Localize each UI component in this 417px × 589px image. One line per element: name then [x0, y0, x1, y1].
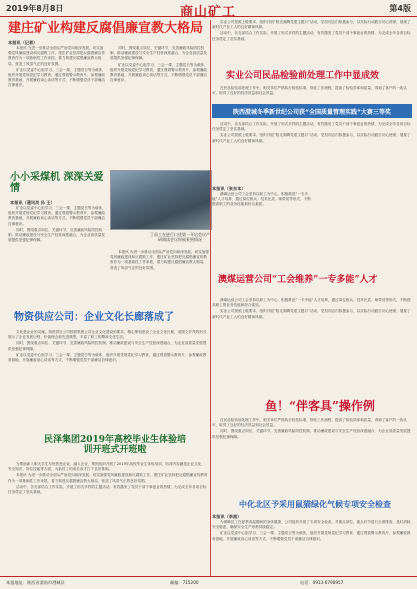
article-xiaoxiao: [8, 206, 108, 306]
paragraph: 本报讯 为进一步推动全面从严治党向纵深发展，切实加强党风廉政建设和反腐败工作，建庄矿业坚持把反腐倡廉宣传教育作为一项基础性工作来抓，着力构建反腐倡廉宣教大格局，营造了风清气正的良好氛围。: [8, 473, 208, 483]
paragraph: 活动中，各支部结合工作实际，开展了形式多样的主题活动，有效激发了党员干部干事创业的热情，为完成全年各项目标任务奠定了坚实基础。: [212, 122, 411, 132]
paragraph: 在民品检验前处理工作中，相关单位严格执行检验标准，细化工作流程，提高了检验效率和质量，得到了客户的一致认可，取得了良好的经济效益和社会效益。: [212, 86, 407, 96]
article-main-col2: [110, 46, 208, 116]
byline-4: 本报讯（李黑）: [212, 514, 242, 519]
issue-date: 2019年8月8日: [6, 4, 64, 13]
footer-postcode: 邮编：715200: [170, 580, 199, 585]
paragraph: 矿业以党委中心组学习、三会一课、主题党日等为载体，组织开展党规党纪学习教育，通过观看警示教育片、参观廉政教育基地、开展廉政谈心谈话等方式，不断增强党员干部廉洁自律意识。: [8, 67, 106, 88]
paragraph: 同时，围绕重点岗位、关键环节，完善廉政风险防控机制，推动廉政建设与安全生产经营深度融合，为企业高质量发展提供坚强纪律保障。: [212, 429, 411, 439]
paragraph: 在民品检验前处理工作中，相关单位严格执行检验标准，细化工作流程，提高了检验效率和质量，得到了客户的一致认可，取得了良好的经济效益和社会效益。: [212, 418, 407, 428]
article-main-col1: [8, 46, 106, 166]
newspaper-title: 商山矿工: [180, 5, 237, 20]
footer: [0, 576, 417, 589]
byline-3: 本报讯（张东本）: [212, 186, 246, 191]
news-photo: [110, 170, 212, 230]
headline-xiaoxiao: 小小采煤机 深深关爱情: [10, 172, 104, 194]
article-safety: [212, 86, 412, 102]
paragraph: 本报讯 为进一步推动全面从严治党向纵深发展，切实加强党风廉政建设和反腐败工作，建庄矿业坚持把反腐倡廉宣传教育作为一项基础性工作来抓，着力构建反腐倡廉宣教大格局，营造了风清气正的良好氛围。: [110, 250, 209, 270]
paragraph: 澳煤运营公司工会坚持以职工为中心，积极推进“一专多能”人才培养，通过岗位练兵、技术比武、师带徒等形式，不断提高职工的业务技能和综合素质。: [212, 192, 311, 207]
masthead: [0, 0, 417, 20]
paragraph: 同时，围绕重点岗位、关键环节，完善廉政风险防控机制，推动廉政建设与安全生产经营深度融合，为企业高质量发展提供坚强纪律保障。: [110, 46, 208, 61]
paragraph: 文化是企业的灵魂。物资供应公司按照集团公司企业文化建设的要求，精心策划建设了企业文化长廊，用图文并茂的形式展示了企业发展历程、价值理念和先进典型，丰富了职工的精神文化生活。: [8, 330, 207, 340]
paragraph: 澳煤运营公司工会坚持以职工为中心，积极推进“一专多能”人才培养，通过岗位练兵、技术比武、师带徒等形式，不断提高职工的业务技能和综合素质。: [212, 298, 411, 308]
paragraph: 实业公司按照上级要求，组织开展“阳光沸腾党建主题月”活动，党员同志们积极参与，以实际行动践行初心使命，展现了新时代产业工人的良好精神风貌。: [212, 133, 411, 143]
paragraph: 矿业以党委中心组学习、三会一课、主题党日等为载体，组织开展党规党纪学习教育，通过观看警示教育片、参观廉政教育基地、开展廉政谈心谈话等方式，不断增强党员干部廉洁自律意识。: [212, 531, 411, 541]
headline-wuzi: 物资供应公司：企业文化长廊落成了: [14, 312, 174, 323]
article-xiaozhan: [212, 298, 412, 394]
headline-zhongmei: 中化北区予采用鼠猫绿化气候专项安全检查: [239, 499, 391, 509]
footer-address: 本报地址：陕西省渭南市澄城县: [6, 580, 65, 585]
article-right-mid: [212, 192, 312, 272]
paragraph: 本报讯 为进一步推动全面从严治党向纵深发展，切实加强党风廉政建设和反腐败工作，建庄矿业坚持把反腐倡廉宣传教育作为一项基础性工作来抓，着力构建反腐倡廉宣教大格局，营造了风清气正的良好氛围。: [8, 46, 106, 66]
paragraph: 活动中，各支部结合工作实际，开展了形式多样的主题活动，有效激发了党员干部干事创业的热情，为完成全年各项目标任务奠定了坚实基础。: [8, 484, 207, 495]
byline-1: 本报讯（记者）: [8, 40, 38, 45]
photo-caption: 丁苗工在进行口述第一开启会议产研阅读会议时候景展情况: [150, 232, 210, 242]
headline-minfang: 民泽集团2019年高校毕业生体验培训开班式开班啦: [43, 435, 187, 455]
headline-xiaozhan: 澳煤运营公司“工会维养”一专多能”人才: [218, 275, 378, 285]
paragraph: 为帮助新入职大学生尽快熟悉企业、融入企业，集团组织开展了2019年高校毕业生体验培训，培训内容涵盖企业文化、安全知识、岗位技能等方面，为新员工的成长成才打下良好基础。: [8, 462, 205, 472]
footer-phone: 电话：0913-6798957: [300, 580, 344, 585]
column-divider: [210, 20, 211, 576]
article-zhongmei: [212, 520, 412, 574]
byline-2: 本报讯（通讯员 孙 王）: [10, 200, 55, 205]
banner-award: [212, 104, 412, 118]
paragraph: 矿业以党委中心组学习、三会一课、主题党日等为载体，组织开展党规党纪学习教育，通过观看警示教育片、参观廉政教育基地、开展廉政谈心谈话等方式，不断增强党员干部廉洁自律意识。: [8, 206, 106, 226]
paragraph: 实业公司按照上级要求，组织开展“阳光沸腾党建主题月”活动，党员同志们积极参与，以实际行动践行初心使命，展现了新时代产业工人的良好精神风貌。: [212, 20, 411, 30]
paragraph: 同时，围绕重点岗位、关键环节，完善廉政风险防控机制，推动廉政建设与安全生产经营深度融合，为企业高质量发展提供坚强纪律保障。: [8, 227, 106, 243]
article-right-top: [212, 20, 412, 70]
article-xiaoxiao-2: [110, 250, 210, 306]
paragraph: 实业公司按照上级要求，组织开展“阳光沸腾党建主题月”活动，党员同志们积极参与，以实际行动践行初心使命，展现了新时代产业工人的良好精神风貌。: [212, 309, 411, 319]
banner-award-text: 陕西澄城冬季新世纪公司获“全国质量管理实践”大赛三等奖: [233, 108, 391, 116]
article-yiyi: [212, 418, 412, 498]
article-wuzi: [8, 330, 208, 430]
paragraph: 同时，围绕重点岗位、关键环节，完善廉政风险防控机制，推动廉政建设与安全生产经营深度融合，为企业高质量发展提供坚强纪律保障。: [8, 341, 207, 351]
article-minfang: [8, 462, 208, 572]
paragraph: 矿业以党委中心组学习、三会一课、主题党日等为载体，组织开展党规党纪学习教育，通过观看警示教育片、参观廉政教育基地、开展廉政谈心谈话等方式，不断增强党员干部廉洁自律意识。: [8, 352, 207, 363]
headline-safety: 实业公司民品检验前处理工作中显成效: [226, 71, 380, 81]
paragraph: 活动中，各支部结合工作实际，开展了形式多样的主题活动，有效激发了党员干部干事创业的热情，为完成全年各项目标任务奠定了坚实基础。: [212, 31, 411, 41]
paragraph: 为保障员工在夏季高温期间的身体健康，公司组织开展了专项安全检查，对重点部位、重点环节进行全面排查，及时消除安全隐患，确保安全生产形势持续稳定。: [212, 520, 411, 530]
headline-yiyi: 鱼！“伴客具”操作例: [265, 399, 375, 413]
article-award: [212, 122, 412, 182]
paragraph: 矿业以党委中心组学习、三会一课、主题党日等为载体，组织开展党规党纪学习教育，通过观看警示教育片、参观廉政教育基地、开展廉政谈心谈话等方式，不断增强党员干部廉洁自律意识。: [110, 62, 208, 83]
main-headline: 建庄矿业构建反腐倡廉宣教大格局: [8, 21, 204, 36]
page-number: 第4版: [389, 4, 411, 13]
